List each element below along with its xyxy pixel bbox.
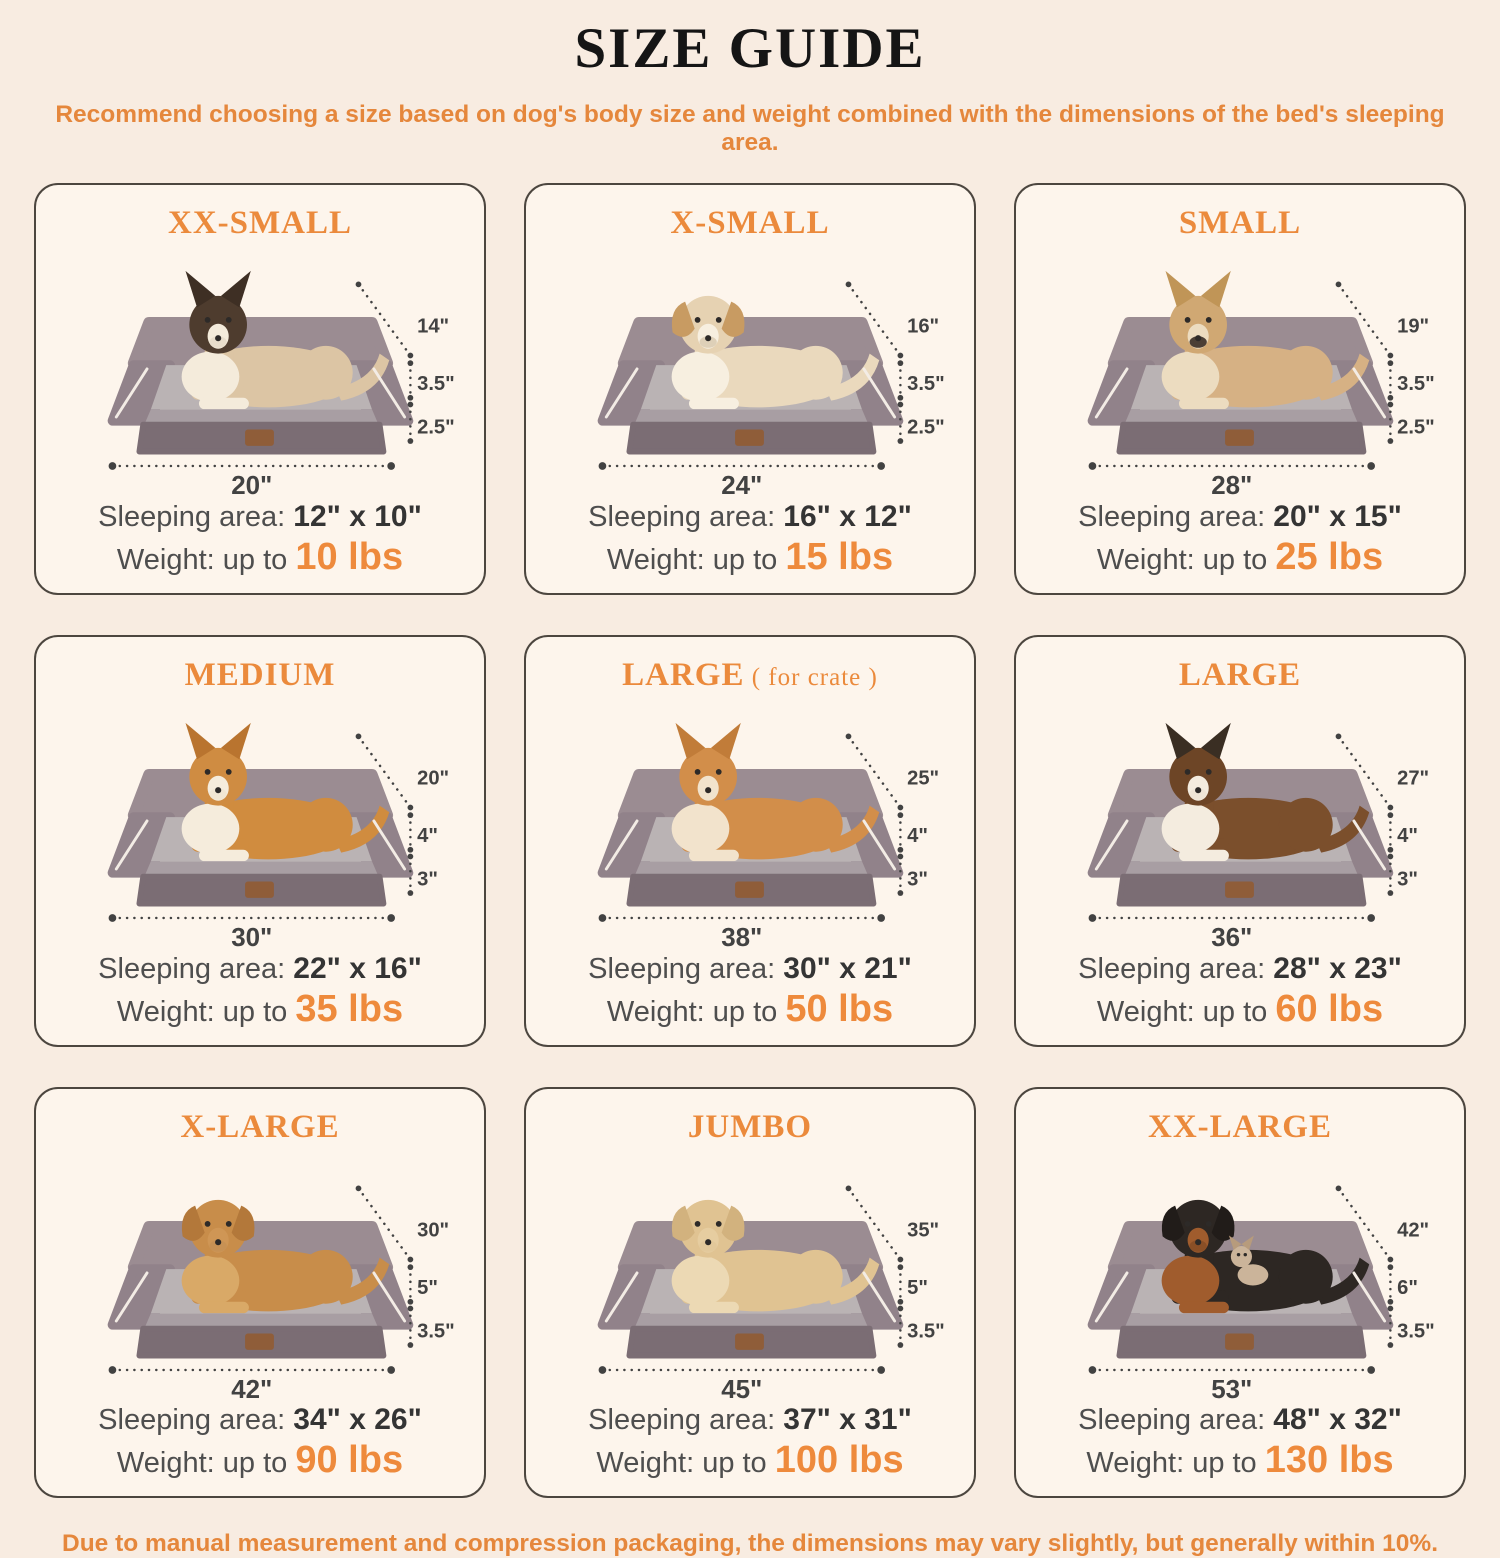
weight-value: 130 lbs	[1264, 1439, 1394, 1482]
size-card	[34, 183, 486, 595]
weight-value: 10 lbs	[295, 535, 404, 578]
weight-label: Weight: up to	[116, 995, 288, 1028]
sleeping-area-value: 28" x 23"	[1273, 951, 1402, 985]
weight-line	[532, 988, 968, 1031]
weight-line	[1022, 988, 1458, 1031]
weight-value: 50 lbs	[785, 987, 894, 1030]
base-height-label: 2.5"	[906, 416, 945, 439]
sleeping-area-line	[532, 500, 968, 534]
bolster-height-label: 3.5"	[1396, 373, 1435, 396]
sleeping-area-value: 37" x 31"	[783, 1403, 912, 1437]
bed-illustration	[49, 696, 472, 948]
sleeping-area-label: Sleeping area:	[1078, 1404, 1266, 1437]
footnote: Due to manual measurement and compression packaging, the dimensions may vary slightly, but generally within 10%.	[62, 1530, 1438, 1558]
bed-illustration	[1029, 244, 1452, 496]
bed-illustration	[49, 244, 472, 496]
weight-line	[42, 536, 478, 579]
weight-line	[42, 988, 478, 1031]
bolster-height-label: 3.5"	[416, 373, 455, 396]
base-height-label: 2.5"	[1396, 416, 1435, 439]
bolster-height-label: 3.5"	[906, 373, 945, 396]
sleeping-area-line	[532, 1403, 968, 1437]
page-title: SIZE GUIDE	[574, 17, 926, 80]
weight-label: Weight: up to	[606, 543, 778, 576]
bolster-height-label: 4"	[906, 824, 928, 847]
bed-illustration	[539, 244, 962, 496]
size-card	[524, 183, 976, 595]
sleeping-area-line	[42, 500, 478, 534]
bed-illustration	[539, 1148, 962, 1400]
weight-value: 90 lbs	[295, 1439, 404, 1482]
bed-width-label: 30"	[230, 923, 272, 948]
size-cards-grid	[34, 183, 1466, 1498]
size-card	[1014, 183, 1466, 595]
weight-value: 15 lbs	[785, 535, 894, 578]
sleeping-area-line	[42, 952, 478, 986]
bed-width-label: 20"	[230, 471, 272, 496]
sleeping-area-label: Sleeping area:	[1078, 500, 1266, 533]
base-height-label: 3"	[416, 868, 438, 891]
sleeping-area-value: 30" x 21"	[783, 951, 912, 985]
size-card	[1014, 1087, 1466, 1499]
bed-width-label: 36"	[1210, 923, 1252, 948]
size-card-title	[532, 205, 968, 242]
size-card	[34, 1087, 486, 1499]
page-subtitle: Recommend choosing a size based on dog's body size and weight combined with the dimensions of the bed's sleeping area.	[55, 101, 1445, 156]
size-name: XX-LARGE	[1147, 1108, 1332, 1145]
sleeping-area-label: Sleeping area:	[98, 952, 286, 985]
sleeping-area-label: Sleeping area:	[588, 952, 776, 985]
size-card-title	[1022, 1109, 1458, 1146]
size-card-title	[42, 205, 478, 242]
sleeping-area-label: Sleeping area:	[98, 500, 286, 533]
weight-label: Weight: up to	[1086, 1447, 1257, 1480]
weight-label: Weight: up to	[596, 1447, 767, 1480]
bed-width-label: 42"	[230, 1375, 272, 1400]
bed-illustration	[49, 1148, 472, 1400]
weight-line	[532, 536, 968, 579]
back-height-label: 30"	[416, 1219, 449, 1242]
weight-line	[1022, 1439, 1458, 1482]
size-card-title	[1022, 205, 1458, 242]
size-card	[524, 635, 976, 1047]
back-height-label: 16"	[906, 315, 939, 338]
back-height-label: 42"	[1396, 1219, 1429, 1242]
sleeping-area-line	[1022, 952, 1458, 986]
size-card-title	[42, 657, 478, 694]
sleeping-area-label: Sleeping area:	[588, 500, 776, 533]
weight-label: Weight: up to	[116, 543, 288, 576]
sleeping-area-value: 48" x 32"	[1273, 1403, 1402, 1437]
sleeping-area-label: Sleeping area:	[1078, 952, 1266, 985]
sleeping-area-value: 22" x 16"	[293, 951, 422, 985]
bolster-height-label: 4"	[416, 824, 438, 847]
size-name: JUMBO	[687, 1108, 813, 1145]
size-guide-page	[0, 16, 1500, 1558]
weight-label: Weight: up to	[606, 995, 778, 1028]
size-card-title	[532, 657, 968, 694]
size-card	[1014, 635, 1466, 1047]
back-height-label: 20"	[416, 767, 449, 790]
size-name: LARGE	[622, 656, 745, 693]
back-height-label: 14"	[416, 315, 449, 338]
size-card-title	[42, 1109, 478, 1146]
sleeping-area-value: 20" x 15"	[1273, 499, 1402, 533]
size-name: X-SMALL	[670, 205, 830, 241]
sleeping-area-label: Sleeping area:	[588, 1404, 776, 1437]
bolster-height-label: 5"	[416, 1276, 438, 1299]
weight-value: 60 lbs	[1275, 987, 1384, 1030]
base-height-label: 3.5"	[1396, 1319, 1435, 1342]
sleeping-area-value: 34" x 26"	[293, 1403, 422, 1437]
sleeping-area-value: 16" x 12"	[783, 499, 912, 533]
bed-illustration	[539, 696, 962, 948]
sleeping-area-line	[1022, 500, 1458, 534]
size-name: X-LARGE	[180, 1108, 340, 1145]
weight-value: 25 lbs	[1275, 535, 1384, 578]
bed-width-label: 53"	[1210, 1375, 1252, 1400]
back-height-label: 25"	[906, 767, 939, 790]
bolster-height-label: 6"	[1396, 1276, 1418, 1299]
base-height-label: 3"	[1396, 868, 1418, 891]
weight-line	[532, 1439, 968, 1482]
bed-width-label: 38"	[720, 923, 762, 948]
sleeping-area-value: 12" x 10"	[293, 499, 422, 533]
bed-width-label: 45"	[720, 1375, 762, 1400]
sleeping-area-line	[42, 1403, 478, 1437]
base-height-label: 3.5"	[906, 1319, 945, 1342]
back-height-label: 35"	[906, 1219, 939, 1242]
weight-line	[42, 1439, 478, 1482]
sleeping-area-label: Sleeping area:	[98, 1404, 286, 1437]
sleeping-area-line	[532, 952, 968, 986]
size-name: XX-SMALL	[167, 205, 352, 241]
bed-illustration	[1029, 1148, 1452, 1400]
bed-illustration	[1029, 696, 1452, 948]
sleeping-area-line	[1022, 1403, 1458, 1437]
base-height-label: 2.5"	[416, 416, 455, 439]
weight-value: 35 lbs	[295, 987, 404, 1030]
size-card-title	[532, 1109, 968, 1146]
size-name: LARGE	[1178, 656, 1302, 693]
size-name: MEDIUM	[184, 656, 336, 693]
size-card	[524, 1087, 976, 1499]
bolster-height-label: 4"	[1396, 824, 1418, 847]
weight-label: Weight: up to	[1096, 543, 1268, 576]
weight-line	[1022, 536, 1458, 579]
back-height-label: 27"	[1396, 767, 1429, 790]
size-card	[34, 635, 486, 1047]
bed-width-label: 24"	[720, 471, 762, 496]
size-name-suffix: ( for crate )	[744, 663, 878, 691]
weight-label: Weight: up to	[1096, 995, 1268, 1028]
base-height-label: 3.5"	[416, 1319, 455, 1342]
size-name: SMALL	[1178, 205, 1302, 241]
weight-value: 100 lbs	[774, 1439, 904, 1482]
bolster-height-label: 5"	[906, 1276, 928, 1299]
base-height-label: 3"	[906, 868, 928, 891]
weight-label: Weight: up to	[116, 1447, 288, 1480]
bed-width-label: 28"	[1210, 471, 1252, 496]
size-card-title	[1022, 657, 1458, 694]
back-height-label: 19"	[1396, 315, 1429, 338]
